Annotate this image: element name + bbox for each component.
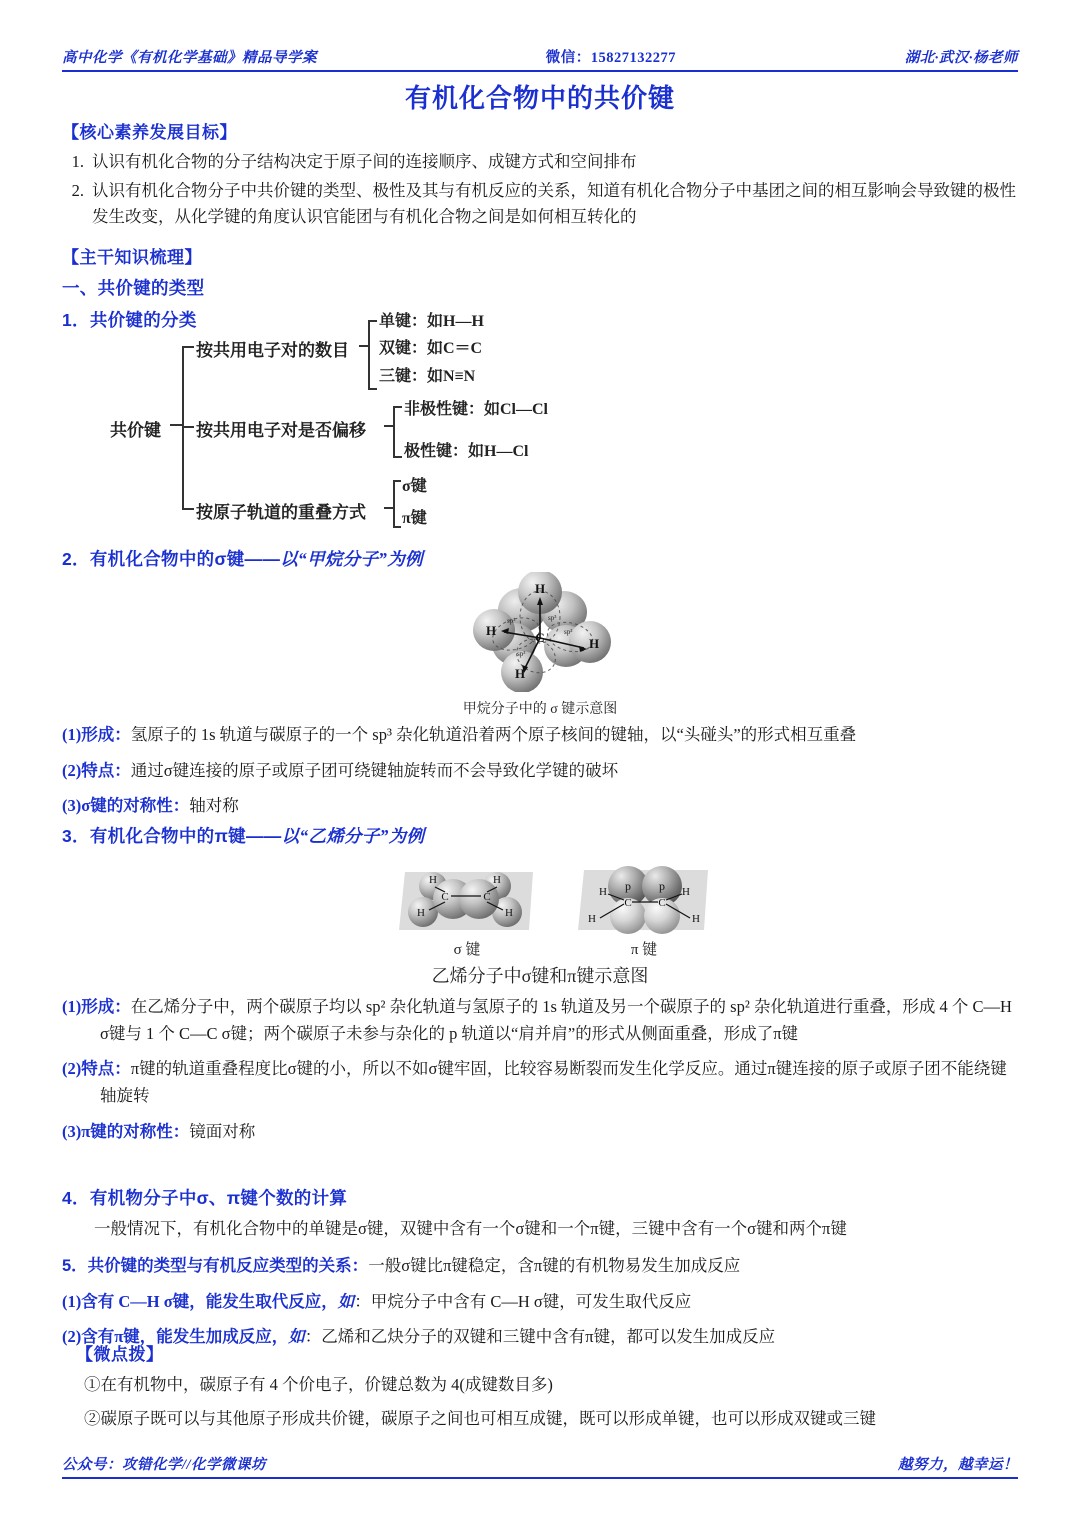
methane-figure-caption: 甲烷分子中的 σ 键示意图 <box>462 702 618 717</box>
count-text: 一般情况下，有机化合物中的单键是σ键，双键中含有一个σ键和一个π键，三键中含有一个σ键和两个π键 <box>94 1219 847 1238</box>
sigma-section-heading <box>62 546 1018 571</box>
orbital-label-sp3: sp³ <box>564 628 573 636</box>
objectives-heading: 【核心素养发展目标】 <box>62 123 237 142</box>
orbital-label-sp3: sp³ <box>517 650 526 658</box>
relation-item-label: (2)含有π键，能发生加成反应， <box>62 1327 289 1347</box>
atom-label-h: H <box>599 886 607 898</box>
ethylene-pi-label: π 键 <box>630 942 658 958</box>
sigma-points <box>62 722 1018 820</box>
paragraph <box>62 793 1018 820</box>
objectives-list <box>62 149 1018 231</box>
atom-label-h: H <box>692 913 700 925</box>
objectives-section <box>62 118 1018 233</box>
paragraph <box>62 758 1018 785</box>
sigma-heading-main: 有机化合物中的σ键—— <box>89 549 281 569</box>
brace-connector <box>384 425 394 427</box>
brace-stub <box>393 526 401 528</box>
objective-number: 1. <box>71 152 84 171</box>
tree-root-label: 共价键 <box>110 421 161 440</box>
knowledge-heading: 【主干知识梳理】 <box>62 248 202 267</box>
relation-item-ru: 如 <box>288 1327 305 1347</box>
pi-heading-main: 有机化合物中的π键—— <box>89 826 282 846</box>
relation-item-text: ：甲烷分子中含有 C—H σ键，可发生取代反应 <box>354 1291 692 1311</box>
tips-item: ①在有机物中，碳原子有 4 个价电子，价键总数为 4(成键数目多) <box>84 1375 553 1394</box>
atom-label-c: C <box>483 891 491 903</box>
brace-spine-branch3 <box>393 480 395 526</box>
objective-text: 认识有机化合物的分子结构决定于原子间的连接顺序、成键方式和空间排布 <box>92 152 637 171</box>
tree-leaf: σ键 <box>402 478 427 495</box>
brace-stub <box>368 388 377 390</box>
page-footer <box>62 1453 1018 1479</box>
knowledge-heading-block <box>62 243 1018 332</box>
relation-item-text: ：乙烯和乙炔分子的双键和三键中含有π键，都可以发生加成反应 <box>304 1327 776 1347</box>
point-label: (2)特点： <box>62 1059 131 1079</box>
orbital-label-sp3: sp³ <box>548 614 557 622</box>
brace-stub <box>368 320 377 322</box>
tree-branch1-label: 按共用电子对的数目 <box>196 341 349 360</box>
brace-spine-branch2 <box>393 406 395 456</box>
methane-molecule-svg <box>460 572 630 692</box>
ethylene-pi-figure <box>570 858 718 936</box>
point-text: 氢原子的 1s 轨道与碳原子的一个 sp³ 杂化轨道沿着两个原子核间的键轴，以“头碰头”的形式相互重叠 <box>130 725 857 744</box>
relation-heading-tail: 一般σ键比π键稳定，含π键的有机物易发生加成反应 <box>368 1256 741 1275</box>
sigma-heading-line <box>62 546 1018 571</box>
brace-stub <box>182 346 194 348</box>
atom-label-h: H <box>534 581 546 596</box>
header-left-text: 高中化学《有机化学基础》精品导学案 <box>62 50 317 66</box>
atom-label-c: C <box>658 897 666 909</box>
sigma-heading-sub: 以“甲烷分子”为例 <box>280 549 423 569</box>
paragraph <box>62 1119 1018 1146</box>
pi-heading-line <box>62 823 1018 848</box>
point-text: 在乙烯分子中，两个碳原子均以 sp² 杂化轨道与氢原子的 1s 轨道及另一个碳原子的 sp² 杂化轨道进行重叠，形成 4 个 C—H σ键与 1 个 C—C σ键；两个碳原子未参与杂化的 p 轨道以“肩并肩”的形式从侧面重叠，形成了π键 <box>100 997 1012 1043</box>
tree-branch3-label: 按原子轨道的重叠方式 <box>196 503 366 522</box>
point-text: 通过σ键连接的原子或原子团可绕键轴旋转而不会导致化学键的破坏 <box>130 760 619 780</box>
ethylene-pi-svg <box>570 858 718 936</box>
relation-heading-line <box>62 1253 1018 1280</box>
relation-item-label: (1)含有 C—H σ键，能发生取代反应， <box>62 1291 338 1311</box>
brace-stub <box>182 426 194 428</box>
item1-heading: 1．共价键的分类 <box>62 310 197 330</box>
atom-label-c: C <box>624 897 632 909</box>
atom-label-h: H <box>429 874 437 886</box>
point-label: (1)形成： <box>62 725 131 744</box>
brace-root-connector <box>170 424 183 426</box>
tips-heading: 【微点拨】 <box>76 1345 164 1364</box>
brace-connector <box>384 507 394 509</box>
footer-right-text: 越努力，越幸运！ <box>898 1457 1018 1473</box>
paragraph <box>62 1289 1018 1316</box>
atom-label-c: C <box>535 630 545 645</box>
point-label: (1)形成： <box>62 997 131 1016</box>
count-section <box>62 1185 1018 1243</box>
pi-heading-sub: 以“乙烯分子”为例 <box>281 826 425 846</box>
relation-heading: 5．共价键的类型与有机反应类型的关系： <box>62 1257 369 1275</box>
atom-label-h: H <box>485 623 497 638</box>
list-item <box>62 149 1018 176</box>
section-one-heading: 一、共价键的类型 <box>62 278 205 298</box>
brace-stub <box>393 406 402 408</box>
point-text: 轴对称 <box>189 796 239 816</box>
tree-leaf: 双键：如C＝C <box>379 340 483 357</box>
point-text: π键的轨道重叠程度比σ键的小，所以不如σ键牢固，比较容易断裂而发生化学反应。通过π键连接的原子或原子团不能绕键轴旋转 <box>100 1059 1007 1106</box>
atom-label-c: C <box>441 891 449 903</box>
brace-spine-branch1 <box>368 320 370 388</box>
tree-leaf: 单键：如H—H <box>379 313 484 330</box>
brace-stub <box>393 456 402 458</box>
orbital-label-p: p <box>659 879 665 893</box>
page-title: 有机化合物中的共价键 <box>404 83 675 113</box>
tree-leaf: 非极性键：如Cl—Cl <box>404 401 549 418</box>
tree-leaf: 极性键：如H—Cl <box>404 443 529 460</box>
tree-branch2-label: 按共用电子对是否偏移 <box>196 421 366 440</box>
atom-label-h: H <box>493 874 501 886</box>
page-header <box>62 46 1018 72</box>
count-heading: 4．有机物分子中σ、π键个数的计算 <box>62 1188 348 1208</box>
sigma-heading-num: 2． <box>62 549 90 569</box>
orbital-label-p: p <box>625 879 631 893</box>
methane-sigma-bond-figure <box>460 572 630 692</box>
objective-number: 2. <box>71 180 84 200</box>
ethylene-figure-caption: 乙烯分子中σ键和π键示意图 <box>431 966 649 986</box>
point-label: (3)σ键的对称性： <box>62 796 190 816</box>
header-wechat-text: 微信：15827132277 <box>545 50 676 66</box>
atom-label-h: H <box>514 666 526 681</box>
atom-label-h: H <box>588 636 600 651</box>
ethylene-sigma-svg <box>393 858 541 936</box>
paragraph <box>62 722 1018 749</box>
paragraph <box>62 994 1018 1047</box>
objective-text: 认识有机化合物分子中共价键的类型、极性及其与有机反应的关系，知道有机化合物分子中基团之间的相互影响会导致键的极性发生改变，从化学键的角度认识官能团与有机化合物之间是如何相互转化的 <box>92 180 1016 227</box>
relation-item-ru: 如 <box>337 1291 355 1311</box>
tree-leaf: π键 <box>402 510 427 527</box>
atom-label-h: H <box>505 907 513 919</box>
relation-section <box>62 1253 1018 1351</box>
brace-stub <box>393 480 401 482</box>
brace-stub <box>182 508 194 510</box>
atom-label-h: H <box>588 913 596 925</box>
point-text: 镜面对称 <box>189 1121 256 1141</box>
pi-points <box>62 994 1018 1146</box>
footer-left-text: 公众号：攻错化学//化学微课坊 <box>62 1457 267 1473</box>
point-label: (3)π键的对称性： <box>62 1121 190 1141</box>
paragraph <box>62 1056 1018 1109</box>
pi-section-heading <box>62 823 1018 848</box>
header-right-text: 湖北·武汉·杨老师 <box>904 50 1018 66</box>
atom-label-h: H <box>417 907 425 919</box>
tips-section <box>62 1340 1018 1432</box>
atom-label-h: H <box>682 886 690 898</box>
tips-item: ②碳原子既可以与其他原子形成共价键，碳原子之间也可相互成键，既可以形成单键，也可以形成双键或三键 <box>84 1408 876 1428</box>
brace-connector <box>359 345 369 347</box>
list-item <box>62 178 1018 231</box>
pi-heading-num: 3． <box>62 826 90 846</box>
ethylene-sigma-label: σ 键 <box>453 942 481 958</box>
tree-leaf: 三键：如N≡N <box>379 368 476 385</box>
ethylene-sigma-figure <box>393 858 541 936</box>
point-label: (2)特点： <box>62 760 131 780</box>
orbital-label-sp3: sp³ <box>507 617 516 625</box>
